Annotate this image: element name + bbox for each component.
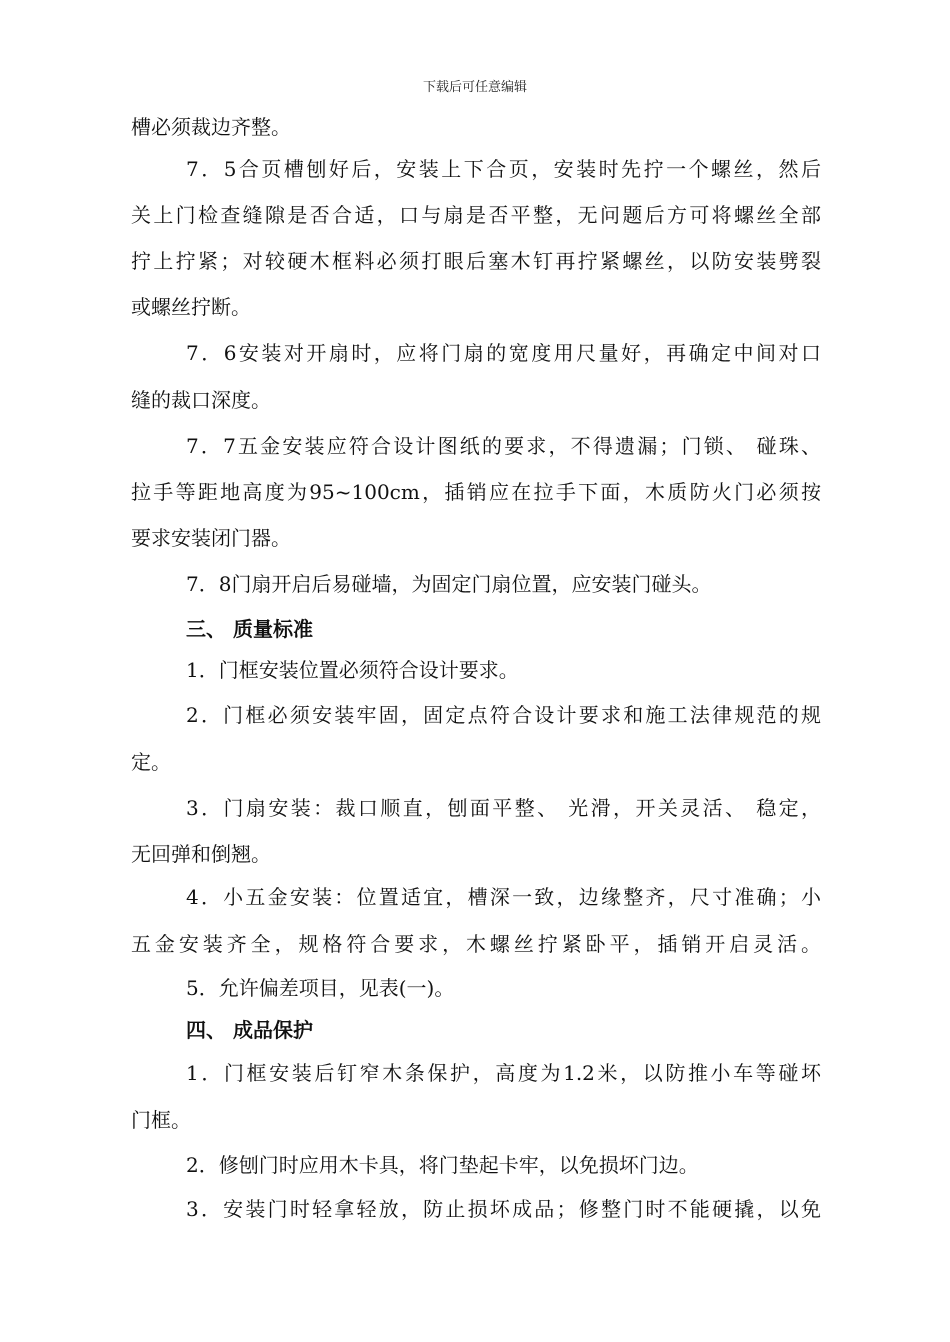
page-header: 下载后可任意编辑 xyxy=(422,80,527,95)
text-line: 4．小五金安装：位置适宜，槽深一致，边缘整齐，尺寸准确；小 xyxy=(186,885,821,909)
text-line: 1．门框安装后钉窄木条保护，高度为1.2米，以防推小车等碰坏 xyxy=(186,1061,821,1085)
section-heading: 三、 质量标准 xyxy=(186,617,313,641)
text-line: 7．7五金安装应符合设计图纸的要求，不得遗漏；门锁、 碰珠、 xyxy=(186,434,821,458)
text-line: 7．6安装对开扇时，应将门扇的宽度用尺量好，再确定中间对口 xyxy=(186,341,821,365)
section-heading: 四、 成品保护 xyxy=(186,1018,313,1042)
text-line: 定。 xyxy=(131,750,171,774)
text-line: 拉手等距地高度为95~100cm，插销应在拉手下面，木质防火门必须按 xyxy=(131,480,821,504)
text-line: 槽必须裁边齐整。 xyxy=(131,115,291,139)
text-line: 1．门框安装位置必须符合设计要求。 xyxy=(186,658,519,682)
text-line: 3．安装门时轻拿轻放，防止损坏成品；修整门时不能硬撬，以免 xyxy=(186,1197,821,1221)
text-line: 7．8门扇开启后易碰墙，为固定门扇位置，应安装门碰头。 xyxy=(186,572,712,596)
text-line: 拧上拧紧；对较硬木框料必须打眼后塞木钉再拧紧螺丝，以防安装劈裂 xyxy=(131,249,821,273)
text-line: 2．修刨门时应用木卡具，将门垫起卡牢，以免损坏门边。 xyxy=(186,1153,699,1177)
text-line: 7．5合页槽刨好后，安装上下合页，安装时先拧一个螺丝，然后 xyxy=(186,157,821,181)
text-line: 关上门检查缝隙是否合适，口与扇是否平整，无问题后方可将螺丝全部 xyxy=(131,203,821,227)
text-line: 缝的裁口深度。 xyxy=(131,388,271,412)
text-line: 要求安装闭门器。 xyxy=(131,526,291,550)
text-line: 3．门扇安装：裁口顺直，刨面平整、 光滑，开关灵活、 稳定， xyxy=(186,796,821,820)
text-line: 2．门框必须安装牢固，固定点符合设计要求和施工法律规范的规 xyxy=(186,703,821,727)
text-line: 5．允许偏差项目，见表(一)。 xyxy=(186,976,455,1000)
text-line: 五金安装齐全，规格符合要求，木螺丝拧紧卧平，插销开启灵活。 xyxy=(131,932,821,956)
text-line: 或螺丝拧断。 xyxy=(131,295,251,319)
text-line: 门框。 xyxy=(131,1108,191,1132)
text-line: 无回弹和倒翘。 xyxy=(131,842,271,866)
